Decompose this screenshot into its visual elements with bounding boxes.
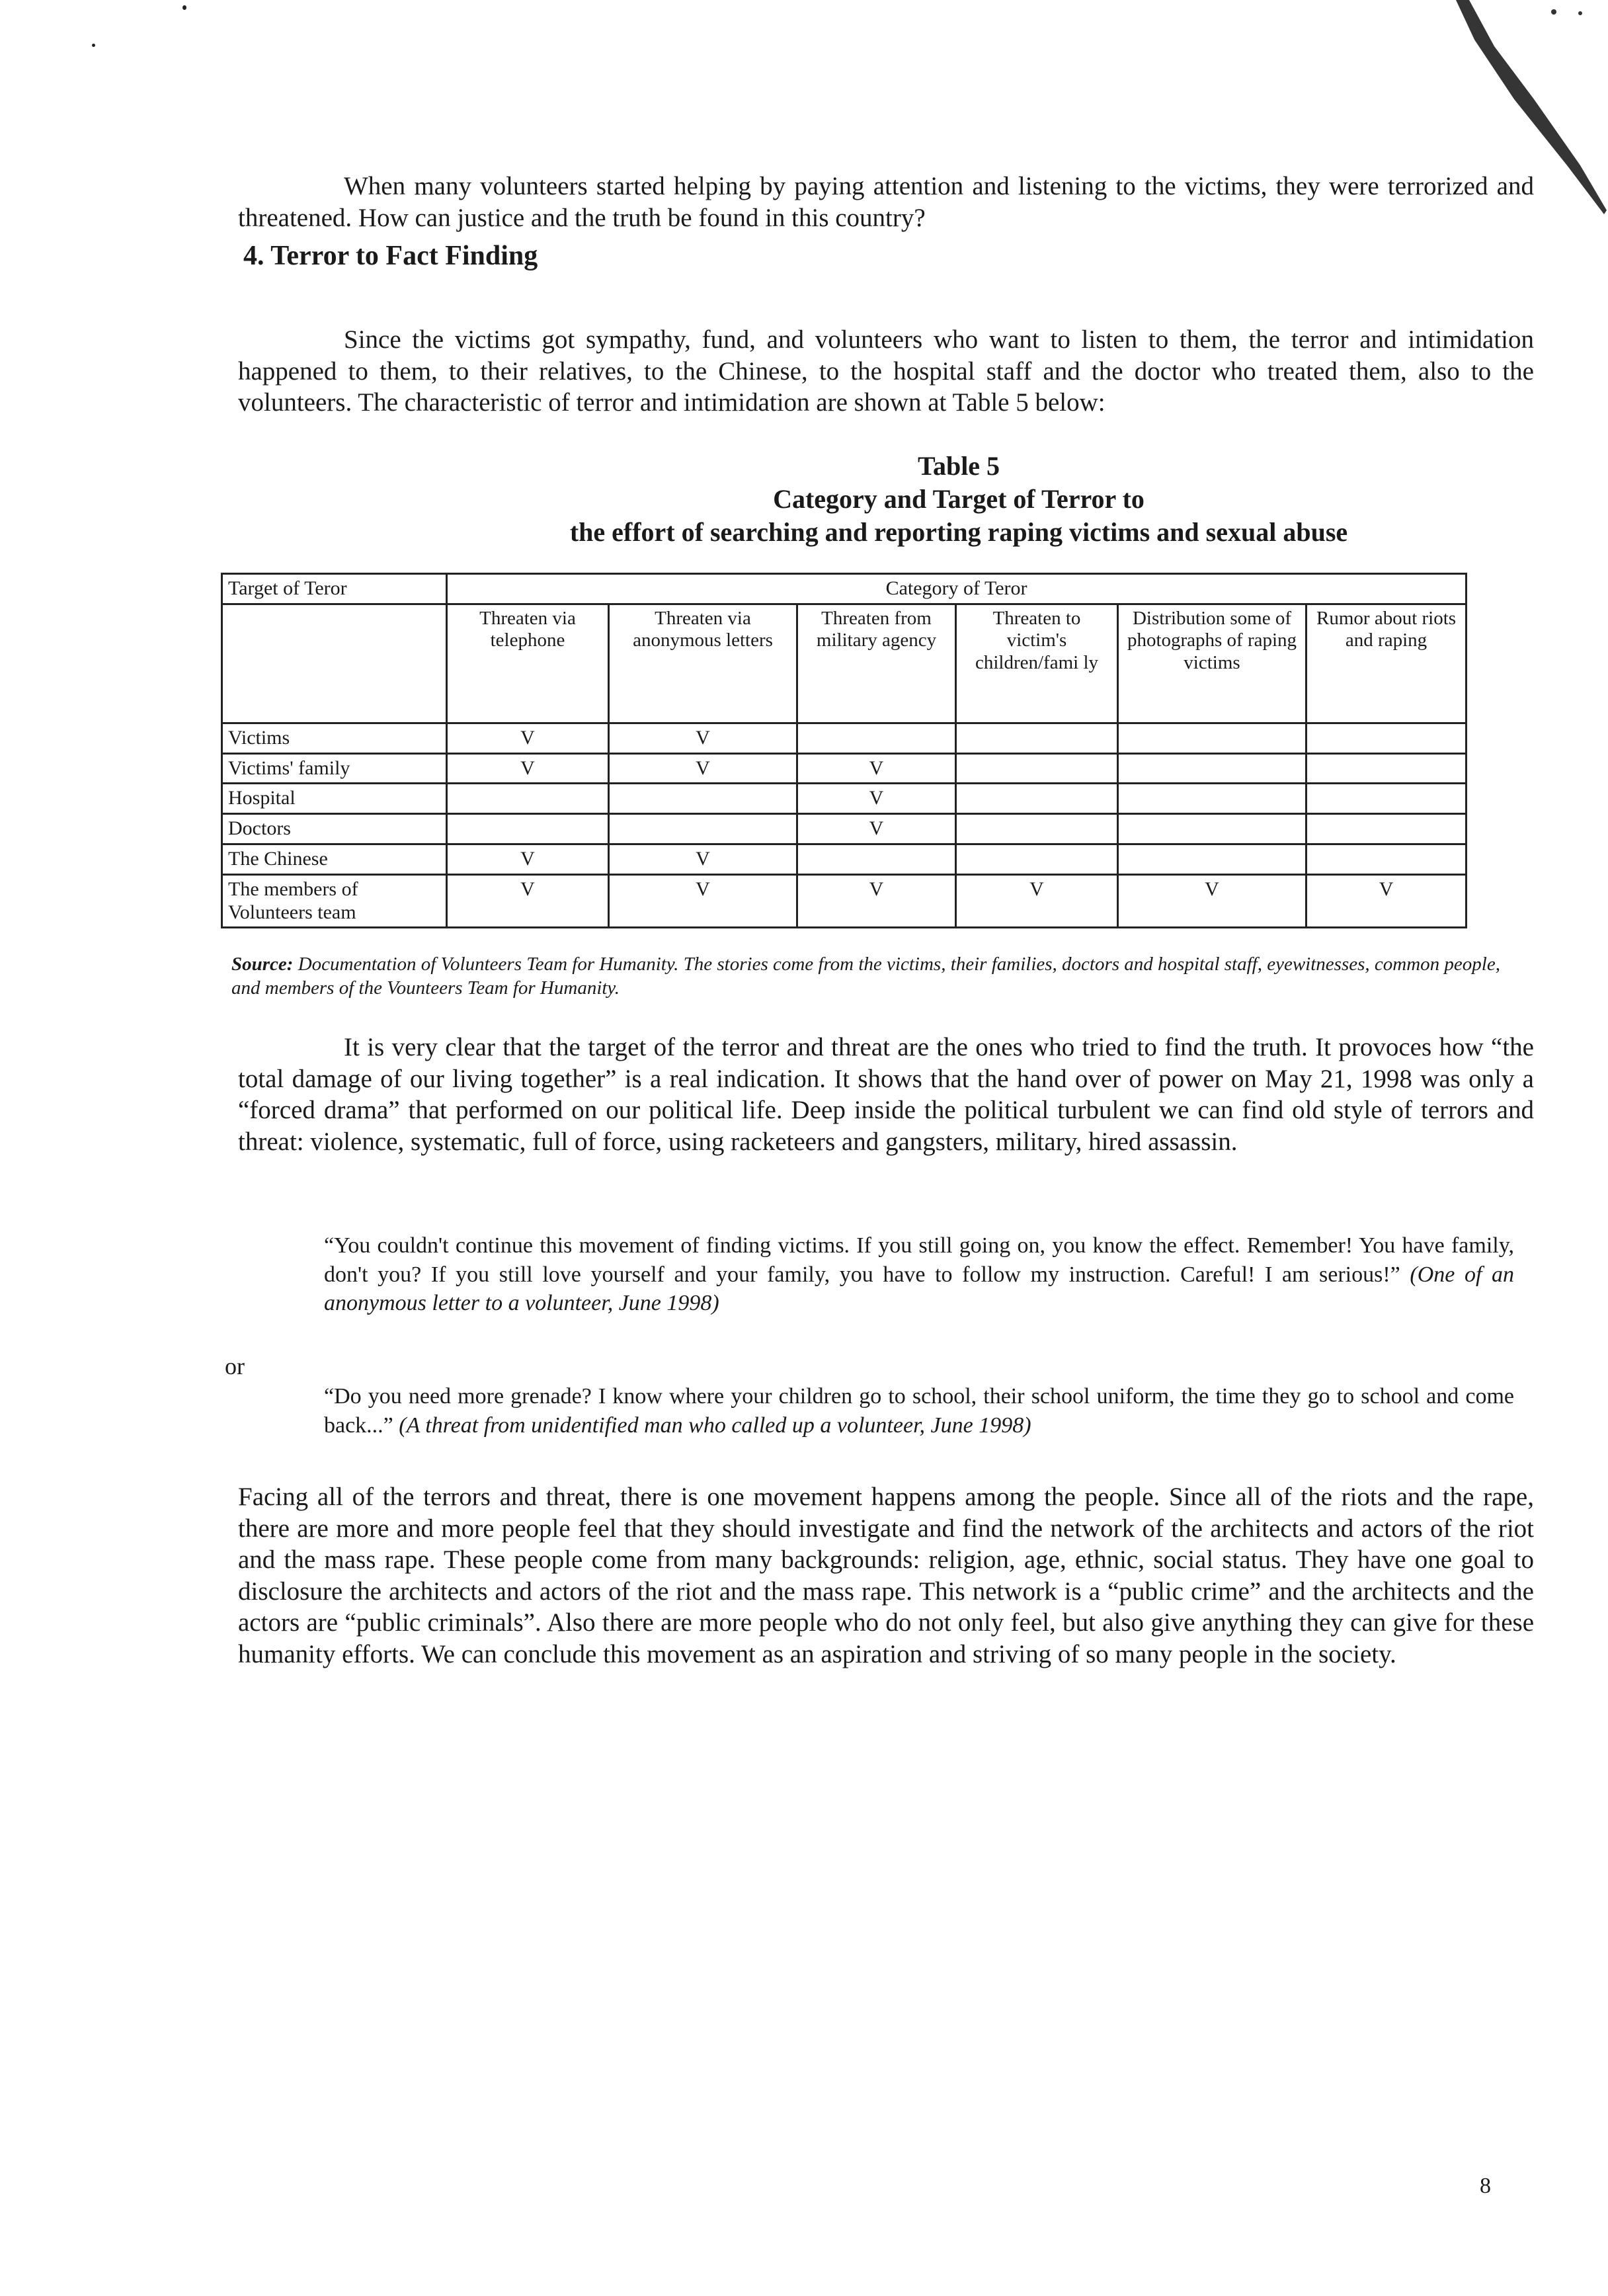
table-title-line-2: the effort of searching and reporting raping victims and sexual abuse	[569, 517, 1348, 547]
table-cell: V	[956, 874, 1118, 928]
table-number: Table 5	[917, 451, 1000, 481]
quote-text: “Do you need more grenade? I know where your children go to school, their school uniform, the time they go to school and come back...”	[324, 1384, 1514, 1438]
page-number: 8	[1480, 2174, 1491, 2198]
table-cell: V	[609, 874, 797, 928]
source-text: Documentation of Volunteers Team for Humanity. The stories come from the victims, their families, doctors and hospital staff, eyewitnesses, common people, and members of the Vounteers Team for Humanity.	[231, 954, 1500, 999]
row-target: Victims' family	[222, 753, 447, 784]
paragraph-conclusion: Facing all of the terrors and threat, there is one movement happens among the people. Since all of the riots and the rape, there are more and more people feel that they should investigate and find the network of the architects and actors of the riot and the mass rape. These people come from many backgrounds: religion, age, ethnic, social status. They have one goal to disclosure the architects and actors of the riot and the mass rape. This network is a “public crime” and the architects and the actors are “public criminals”. Also there are more people who do not only feel, but also give anything they can give for these humanity efforts. We can conclude this movement as an aspiration and striving of so many people in the society.	[238, 1483, 1534, 1668]
table-cell	[956, 723, 1118, 753]
table-source	[231, 952, 1527, 1001]
table-header-row	[222, 574, 1467, 604]
row-target: Doctors	[222, 814, 447, 844]
row-target: Victims	[222, 723, 447, 753]
table-subheader-row	[222, 604, 1467, 723]
table-cell	[956, 814, 1118, 844]
source-label: Source:	[231, 954, 294, 975]
table-cell: V	[797, 874, 956, 928]
blank-header-cell	[222, 604, 447, 723]
table-cell: V	[797, 784, 956, 814]
table-row	[222, 814, 1467, 844]
paragraph-intro: When many volunteers started helping by paying attention and listening to the victims, they were terrorized and threatened. How can justice and the truth be found in this country?	[238, 172, 1534, 232]
category-header: Category of Teror	[447, 574, 1467, 604]
table-cell	[956, 844, 1118, 874]
target-header: Target of Teror	[222, 574, 447, 604]
paragraph-terror: Since the victims got sympathy, fund, and volunteers who want to listen to them, the terror and intimidation happened to them, to their relatives, to the Chinese, to the hospital staff and the doctor who treated them, also to the volunteers. The characteristic of terror and intimidation are shown at Table 5 below:	[238, 325, 1534, 417]
quote-attribution: (One of an anonymous letter to a volunteer, June 1998)	[324, 1262, 1515, 1316]
table-cell: V	[797, 753, 956, 784]
table-cell: V	[1306, 874, 1467, 928]
table-cell: V	[609, 753, 797, 784]
column-header: Threaten via anonymous letters	[609, 604, 797, 723]
table-cell	[1306, 814, 1467, 844]
table-cell: V	[609, 723, 797, 753]
quote-text: “You couldn't continue this movement of finding victims. If you still going on, you know the effect. Remember! You have family, don't you? If you still love yourself and your family, you have to follow my instruction. Careful! I am serious!”	[324, 1233, 1514, 1287]
table-row	[222, 874, 1467, 928]
row-target: The members of Volunteers team	[222, 874, 447, 928]
terror-table	[221, 573, 1467, 928]
table-cell: V	[447, 723, 609, 753]
table-cell	[447, 784, 609, 814]
table-cell	[1306, 784, 1467, 814]
table-cell: V	[609, 844, 797, 874]
table-cell	[797, 723, 956, 753]
section-heading: 4. Terror to Fact Finding	[243, 241, 538, 271]
table-cell	[609, 814, 797, 844]
column-header: Rumor about riots and raping	[1306, 604, 1467, 723]
table-cell: V	[797, 814, 956, 844]
table-cell: V	[1118, 874, 1306, 928]
table-cell: V	[447, 753, 609, 784]
column-header: Threaten to victim's children/fami ly	[956, 604, 1118, 723]
table-cell	[447, 814, 609, 844]
table-cell	[1118, 753, 1306, 784]
table-row	[222, 723, 1467, 753]
table-cell	[956, 753, 1118, 784]
table-title-line-1: Category and Target of Terror to	[773, 484, 1145, 514]
table-cell	[1118, 814, 1306, 844]
table-cell	[1118, 784, 1306, 814]
quote-attribution: (A threat from unidentified man who called up a volunteer, June 1998)	[399, 1413, 1031, 1438]
table-cell	[1306, 723, 1467, 753]
table-row	[222, 753, 1467, 784]
scan-speck	[182, 5, 186, 10]
column-header: Threaten via telephone	[447, 604, 609, 723]
table-cell	[956, 784, 1118, 814]
table-cell: V	[447, 844, 609, 874]
table-cell	[609, 784, 797, 814]
or-connector: or	[225, 1353, 245, 1379]
table-body	[222, 723, 1467, 928]
table-cell	[797, 844, 956, 874]
row-target: Hospital	[222, 784, 447, 814]
table-cell: V	[447, 874, 609, 928]
table-row	[222, 844, 1467, 874]
row-target: The Chinese	[222, 844, 447, 874]
scan-speck	[92, 44, 95, 47]
quote-letter	[324, 1231, 1514, 1318]
table-row	[222, 784, 1467, 814]
table-cell	[1306, 753, 1467, 784]
column-header: Threaten from military agency	[797, 604, 956, 723]
table-cell	[1118, 844, 1306, 874]
column-header: Distribution some of photographs of raping victims	[1118, 604, 1306, 723]
quote-phone	[324, 1382, 1514, 1440]
paragraph-analysis: It is very clear that the target of the terror and threat are the ones who tried to find the truth. It provoces how “the total damage of our living together” is a real indication. It shows that the hand over of power on May 21, 1998 was only a “forced drama” that performed on our political life. Deep inside the political turbulent we can find old style of terrors and threat: violence, systematic, full of force, using racketeers and gangsters, military, hired assassin.	[238, 1033, 1534, 1156]
table-cell	[1118, 723, 1306, 753]
table-cell	[1306, 844, 1467, 874]
